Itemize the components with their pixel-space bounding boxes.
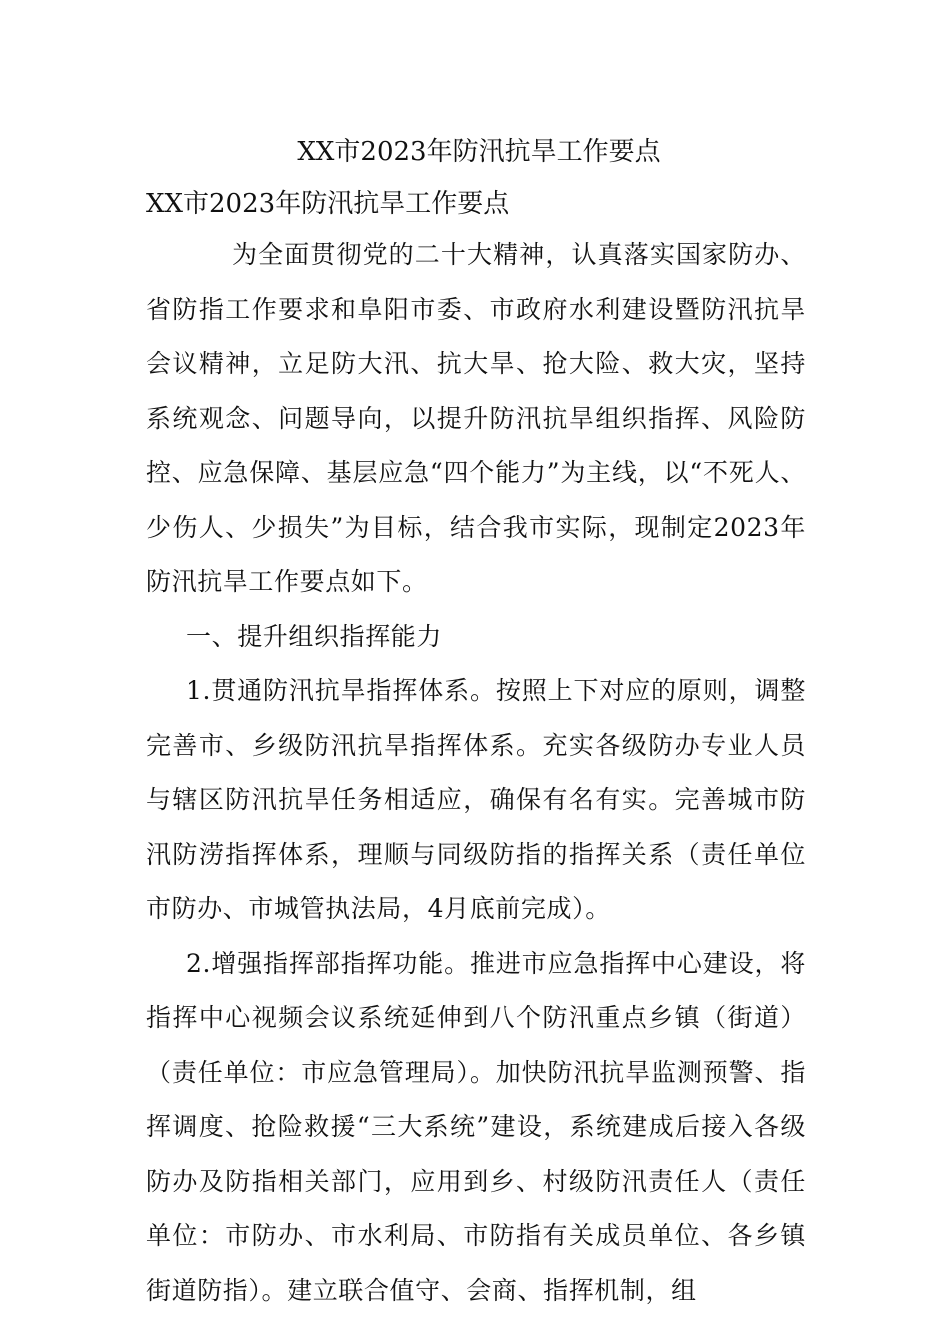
document-subtitle: XX市2023年防汛抗旱工作要点 xyxy=(146,189,510,219)
item-paragraph-2: 2.增强指挥部指挥功能。推进市应急指挥中心建设，将指挥中心视频会议系统延伸到八个防汛重点乡镇（街道）（责任单位：市应急管理局）。加快防汛抗旱监测预警、指挥调度、抢险救援“三大系统”建设，系统建成后接入各级防办及防指相关部门，应用到乡、村级防汛责任人（责任单位：市防办、市水利局、市防指有关成员单位、各乡镇街道防指）。建立联合值守、会商、指挥机制，组 xyxy=(146,948,806,1305)
document-title: XX市2023年防汛抗旱工作要点 xyxy=(297,137,661,167)
section-heading-1: 一、提升组织指挥能力 xyxy=(186,621,443,651)
item-paragraph-1: 1.贯通防汛抗旱指挥体系。按照上下对应的原则，调整完善市、乡级防汛抗旱指挥体系。充实各级防办专业人员与辖区防汛抗旱任务相适应，确保有名有实。完善城市防汛防涝指挥体系，理顺与同级防指的指挥关系（责任单位市防办、市城管执法局，4月底前完成）。 xyxy=(146,676,806,923)
document-body xyxy=(146,124,806,1318)
intro-paragraph: 为全面贯彻党的二十大精神，认真落实国家防办、省防指工作要求和阜阳市委、市政府水利建设暨防汛抗旱会议精神，立足防大汛、抗大旱、抢大险、救大灾，坚持系统观念、问题导向，以提升防汛抗旱组织指挥、风险防控、应急保障、基层应急“四个能力”为主线，以“不死人、少伤人、少损失”为目标，结合我市实际，现制定2023年防汛抗旱工作要点如下。 xyxy=(146,240,806,596)
